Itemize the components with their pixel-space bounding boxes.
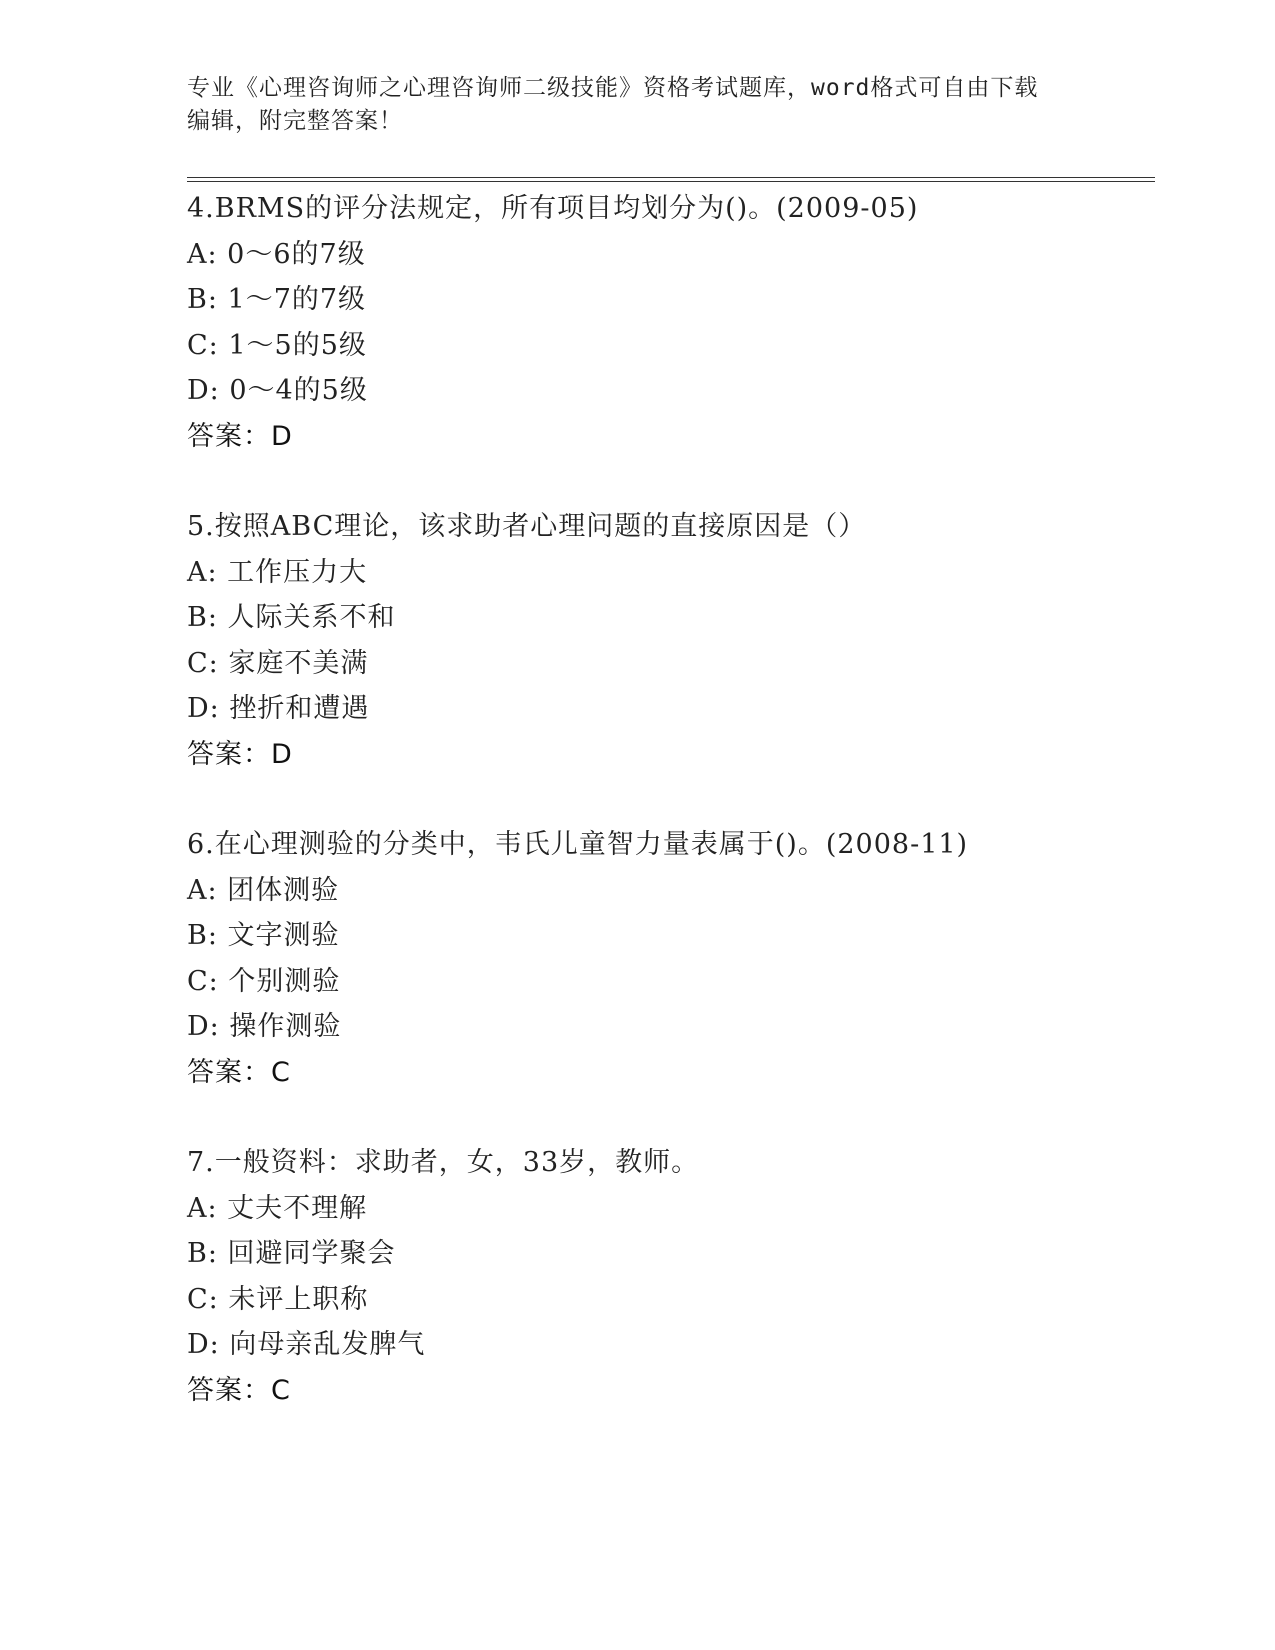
- question-6: [187, 822, 1147, 1095]
- answer: 答案：D: [187, 420, 293, 452]
- question-5: [187, 504, 1147, 777]
- header-line-1: 专业《心理咨询师之心理咨询师二级技能》资格考试题库，word格式可自由下载: [187, 75, 1039, 101]
- header-divider-top: [187, 177, 1155, 178]
- option-d: D: 挫折和遭遇: [187, 693, 370, 724]
- option-b: B: 1～7的7级: [187, 284, 367, 315]
- option-d: D: 操作测验: [187, 1011, 342, 1042]
- answer: 答案：D: [187, 738, 293, 770]
- question-stem: 7.一般资料：求助者，女，33岁，教师。: [187, 1147, 700, 1178]
- header-divider-bottom: [187, 181, 1155, 182]
- header-line-2: 编辑，附完整答案！: [187, 108, 403, 134]
- answer: 答案：C: [187, 1374, 291, 1406]
- option-b: B: 文字测验: [187, 920, 340, 951]
- option-b: B: 回避同学聚会: [187, 1238, 396, 1269]
- answer: 答案：C: [187, 1056, 291, 1088]
- option-c: C: 未评上职称: [187, 1283, 369, 1315]
- option-c: C: 个别测验: [187, 965, 341, 997]
- question-stem: 5.按照ABC理论，该求助者心理问题的直接原因是（）: [187, 511, 867, 542]
- option-c: C: 1～5的5级: [187, 329, 367, 361]
- option-a: A: 工作压力大: [187, 556, 368, 588]
- option-a: A: 0～6的7级: [187, 238, 366, 270]
- question-stem: 6.在心理测验的分类中，韦氏儿童智力量表属于()。(2008-11): [187, 829, 969, 860]
- question-stem: 4.BRMS的评分法规定，所有项目均划分为()。(2009-05): [187, 193, 919, 224]
- option-d: D: 向母亲乱发脾气: [187, 1329, 426, 1360]
- question-4: [187, 186, 1147, 459]
- question-7: [187, 1140, 1147, 1413]
- document-header: [187, 72, 1067, 138]
- option-d: D: 0～4的5级: [187, 375, 368, 406]
- option-b: B: 人际关系不和: [187, 602, 396, 633]
- option-a: A: 丈夫不理解: [187, 1192, 368, 1224]
- option-c: C: 家庭不美满: [187, 647, 369, 679]
- option-a: A: 团体测验: [187, 874, 340, 906]
